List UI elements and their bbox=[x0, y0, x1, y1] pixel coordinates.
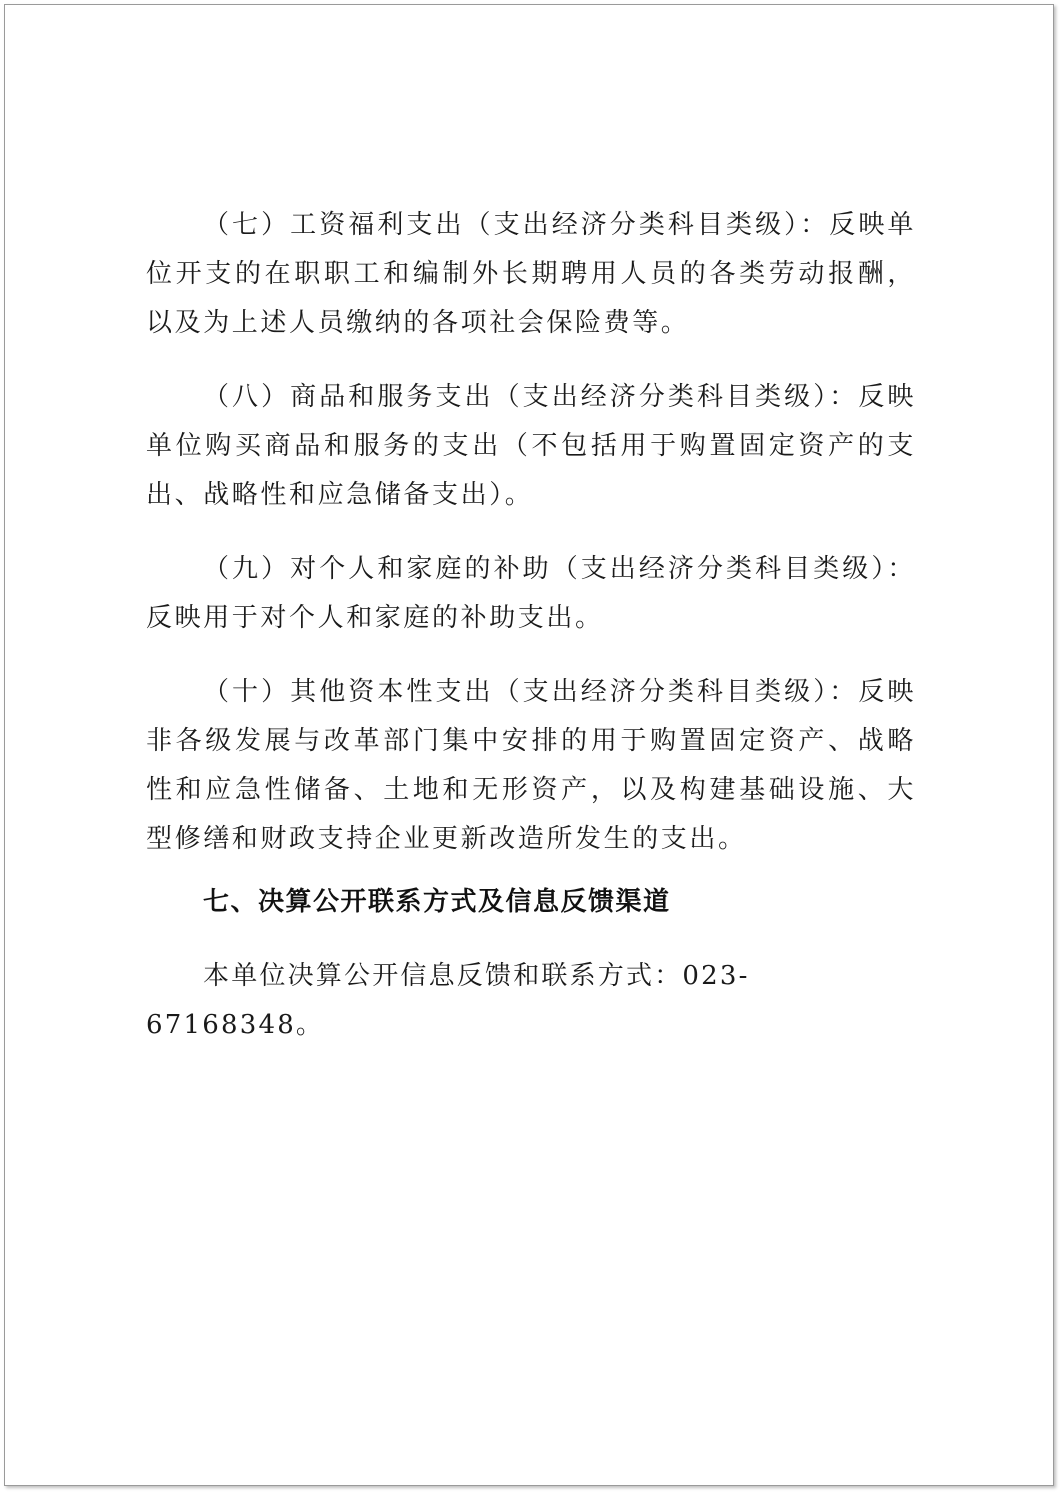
contact-info-text: 本单位决算公开信息反馈和联系方式：023-67168348。 bbox=[146, 961, 750, 1040]
paragraph-other-capital: （十）其他资本性支出（支出经济分类科目类级）：反映非各级发展与改革部门集中安排的用于购置固定资产、战略性和应急性储备、土地和无形资产，以及构建基础设施、大型修缮和财政支持企业更新改造所发生的支出。 bbox=[146, 677, 916, 854]
paragraph-goods-services: （八）商品和服务支出（支出经济分类科目类级）：反映单位购买商品和服务的支出（不包括用于购置固定资产的支出、战略性和应急储备支出）。 bbox=[146, 382, 916, 510]
document-page bbox=[4, 4, 1054, 1486]
document-body bbox=[146, 201, 916, 1050]
paragraph-wage-welfare: （七）工资福利支出（支出经济分类科目类级）：反映单位开支的在职职工和编制外长期聘用人员的各类劳动报酬，以及为上述人员缴纳的各项社会保险费等。 bbox=[146, 210, 916, 338]
paragraph-household-subsidy: （九）对个人和家庭的补助（支出经济分类科目类级）：反映用于对个人和家庭的补助支出。 bbox=[146, 554, 916, 633]
section-heading-contact: 七、决算公开联系方式及信息反馈渠道 bbox=[203, 887, 671, 917]
